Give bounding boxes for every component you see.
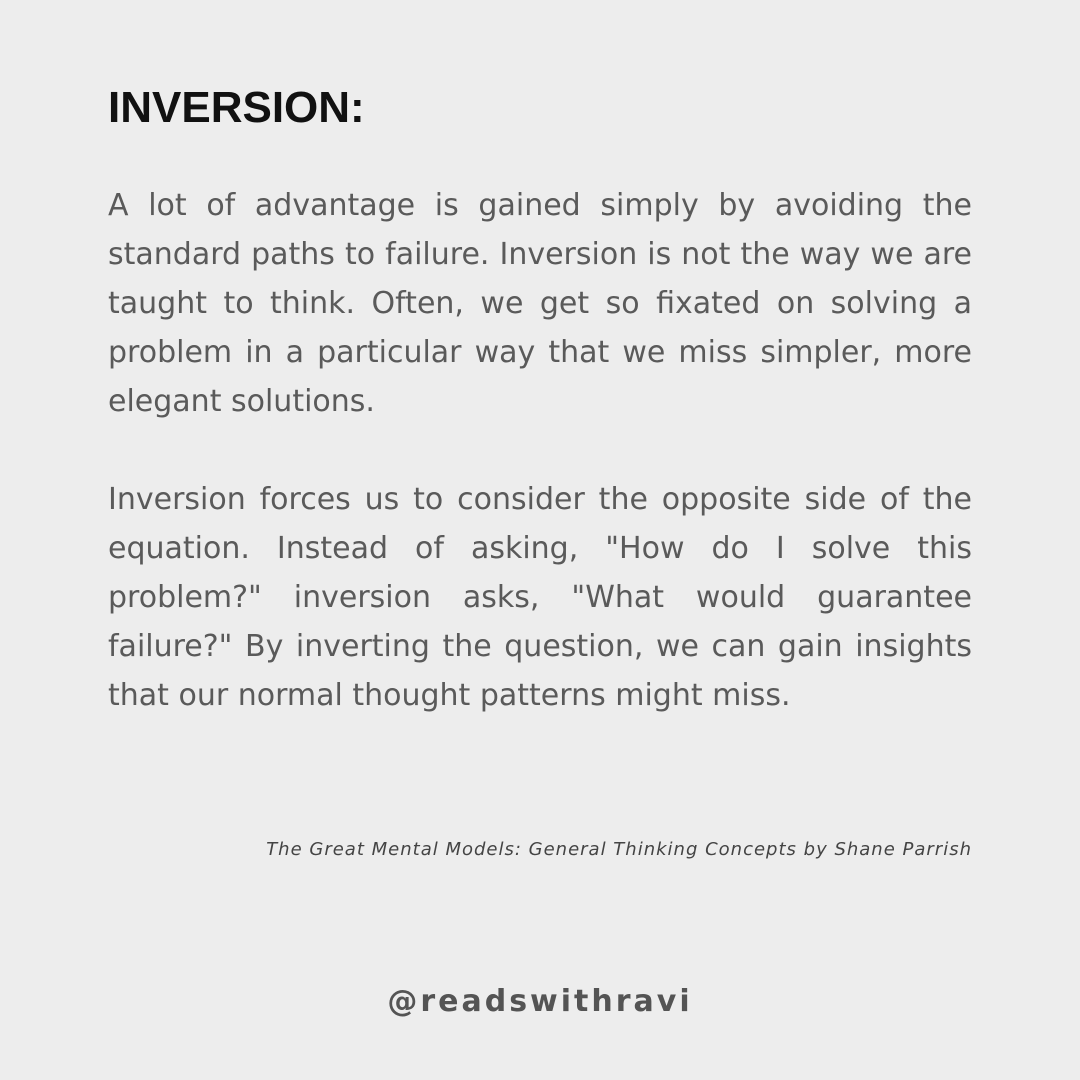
source-citation: The Great Mental Models: General Thinking Concepts by Shane Parrish — [266, 839, 972, 860]
body-paragraph-2: Inversion forces us to consider the opposite side of the equation. Instead of asking, "How do I solve this problem?" inversion asks, "What would guarantee failure?" By inverting the question, we can gain insights that our normal thought patterns might miss. — [108, 482, 972, 713]
post-title: INVERSION: — [108, 83, 365, 132]
body-paragraph-1: A lot of advantage is gained simply by avoiding the standard paths to failure. Inversion is not the way we are taught to think. Often, we get so fixated on solving a problem in a particular way that we miss simpler, more elegant solutions. — [108, 188, 972, 419]
author-handle: @readswithravi — [387, 984, 693, 1019]
